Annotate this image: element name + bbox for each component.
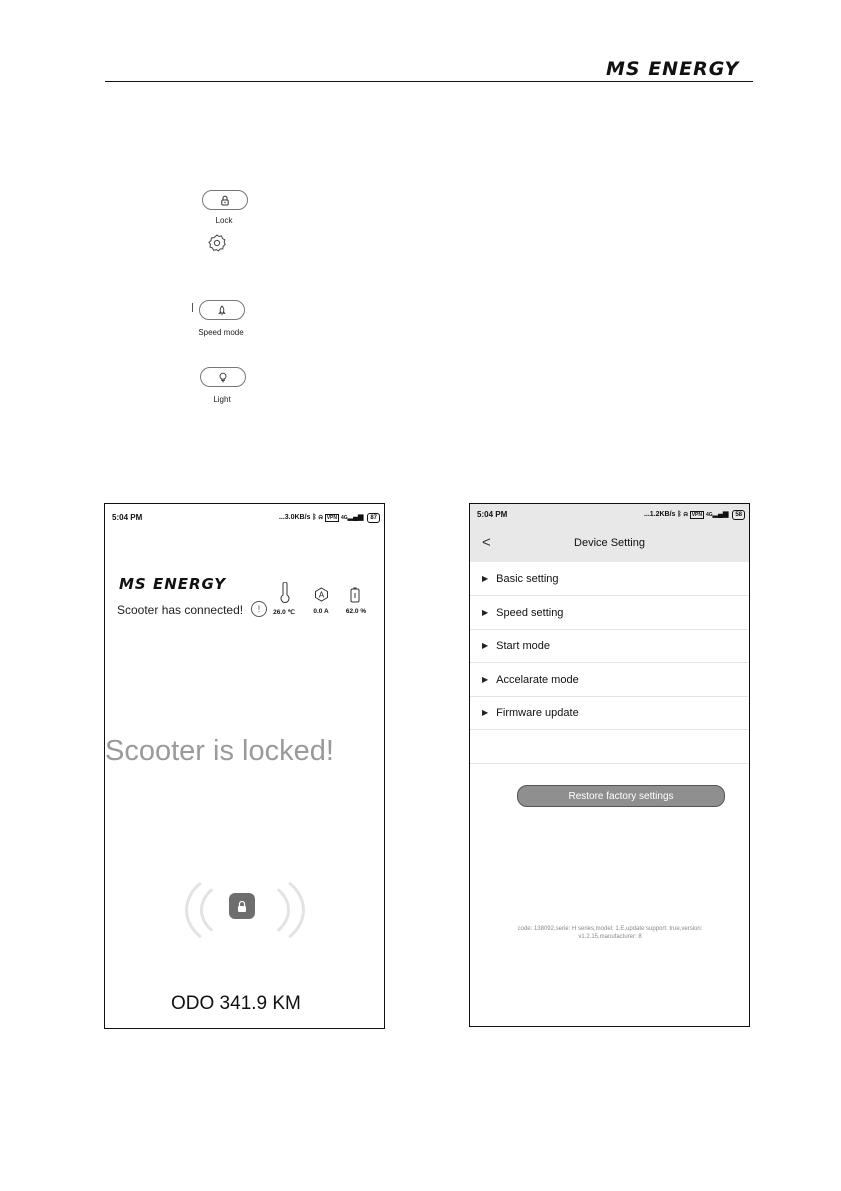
network-type: 4G — [340, 515, 348, 521]
header-rule — [105, 81, 753, 82]
expand-triangle-icon: ▶ — [482, 708, 489, 717]
status-icons — [615, 510, 745, 520]
menu-label: Firmware update — [496, 706, 579, 719]
lock-toggle-button[interactable] — [229, 893, 255, 919]
net-speed: ...1.2KB/s — [643, 511, 676, 518]
info-icon[interactable]: ! — [251, 601, 267, 617]
menu-start-mode[interactable] — [470, 629, 748, 663]
device-info — [484, 925, 736, 941]
battery-icon: 58 — [732, 510, 745, 520]
thermometer-icon — [279, 582, 291, 604]
menu-label: Basic setting — [496, 572, 559, 585]
header-brand-logo: MS ENERGY — [606, 58, 740, 80]
lock-button[interactable] — [202, 190, 248, 210]
network-type: 4G — [705, 512, 713, 518]
bluetooth-icon: ᛒ — [312, 514, 317, 521]
settings-screen — [469, 503, 750, 1027]
device-info-line-1: code: 138092,serie: H series,model: 1.E,update support: true,version: — [517, 926, 703, 932]
settings-title: Device Setting — [574, 537, 645, 549]
temperature-value: 26.0 ℃ — [273, 609, 295, 616]
back-button[interactable]: < — [482, 534, 491, 551]
mute-bell-icon: ⍾ — [683, 511, 688, 518]
home-brand-logo: MS ENERGY — [119, 575, 227, 593]
status-time: 5:04 PM — [477, 510, 508, 519]
lock-label: Lock — [215, 216, 233, 225]
expand-triangle-icon: ▶ — [482, 608, 489, 617]
light-label: Light — [213, 395, 231, 404]
restore-factory-settings-button[interactable]: Restore factory settings — [517, 785, 725, 807]
light-button[interactable] — [200, 367, 246, 387]
menu-label: Start mode — [496, 639, 550, 652]
menu-firmware-update[interactable] — [470, 696, 748, 730]
signal-icon: ▂▄▆ — [712, 511, 729, 518]
divider-tick — [192, 303, 193, 312]
status-time: 5:04 PM — [112, 513, 143, 522]
rocket-icon — [217, 305, 227, 316]
gear-icon[interactable] — [207, 233, 227, 258]
mute-bell-icon: ⍾ — [318, 514, 323, 521]
home-screen — [104, 503, 385, 1029]
expand-triangle-icon: ▶ — [482, 574, 489, 583]
speed-mode-label: Speed mode — [198, 328, 244, 337]
light-bulb-icon — [218, 372, 228, 383]
device-info-line-2: v1.2.15,manufacturer: 8 — [578, 934, 642, 940]
expand-triangle-icon: ▶ — [482, 675, 489, 684]
current-icon — [314, 587, 329, 602]
battery-percent: 62.0 % — [345, 608, 367, 615]
menu-label: Speed setting — [496, 606, 564, 619]
padlock-icon — [220, 195, 230, 206]
status-icons — [250, 513, 380, 523]
menu-label: Accelarate mode — [496, 673, 579, 686]
menu-empty-row — [470, 730, 748, 764]
speed-mode-button[interactable] — [199, 300, 245, 320]
lock-status-message: Scooter is locked! — [105, 735, 334, 767]
net-speed: ...3.0KB/s — [278, 514, 311, 521]
menu-speed-setting[interactable] — [470, 596, 748, 630]
current-value: 0.0 A — [313, 608, 329, 615]
svg-text:A: A — [318, 590, 325, 600]
padlock-icon — [236, 900, 248, 913]
connection-status: Scooter has connected! — [117, 603, 244, 617]
battery-level-icon — [350, 587, 360, 603]
expand-triangle-icon: ▶ — [482, 641, 489, 650]
menu-accelarate-mode[interactable] — [470, 663, 748, 697]
vpn-badge: VPN — [691, 512, 702, 518]
battery-icon: 87 — [367, 513, 380, 523]
menu-basic-setting[interactable] — [470, 562, 748, 596]
signal-icon: ▂▄▆ — [347, 514, 364, 521]
bluetooth-icon: ᛒ — [677, 511, 682, 518]
vpn-badge: VPN — [326, 515, 337, 521]
odometer: ODO 341.9 KM — [171, 993, 301, 1014]
